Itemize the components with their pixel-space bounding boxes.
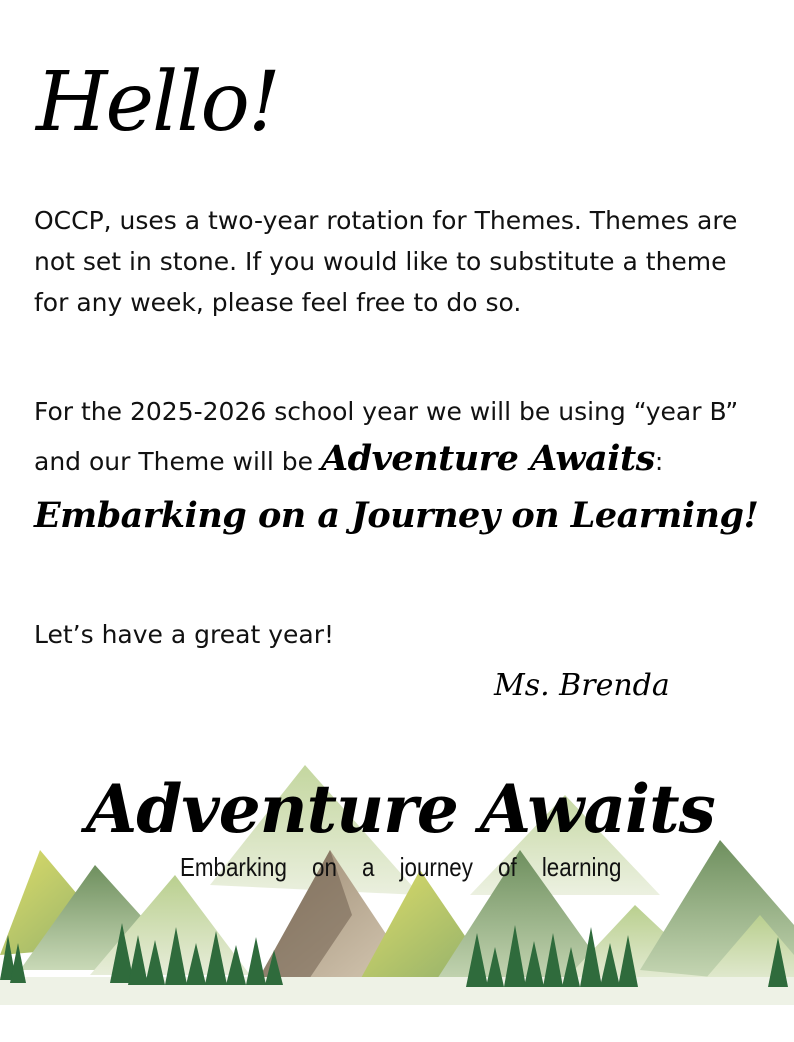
theme-colon: : [654,447,664,476]
greeting-heading: Hello! [36,55,279,150]
rotation-paragraph: OCCP, uses a two-year rotation for Themes. Themes are not set in stone. If you would like to substitute a theme for any week, please feel free to do so. [34,206,738,317]
banner-subtitle: Embarking on a journey of learning [180,852,622,882]
theme-paragraph-lead: For the 2025-2026 school year we will be using “year B” and our Theme will be [34,397,739,476]
closing-line: Let’s have a great year! [34,620,334,649]
theme-paragraph [34,388,764,485]
theme-title: Adventure Awaits [320,438,655,479]
banner-title: Adventure Awaits [86,770,715,848]
signature: Ms. Brenda [494,668,670,703]
theme-subtitle: Embarking on a Journey on Learning! [34,495,759,536]
